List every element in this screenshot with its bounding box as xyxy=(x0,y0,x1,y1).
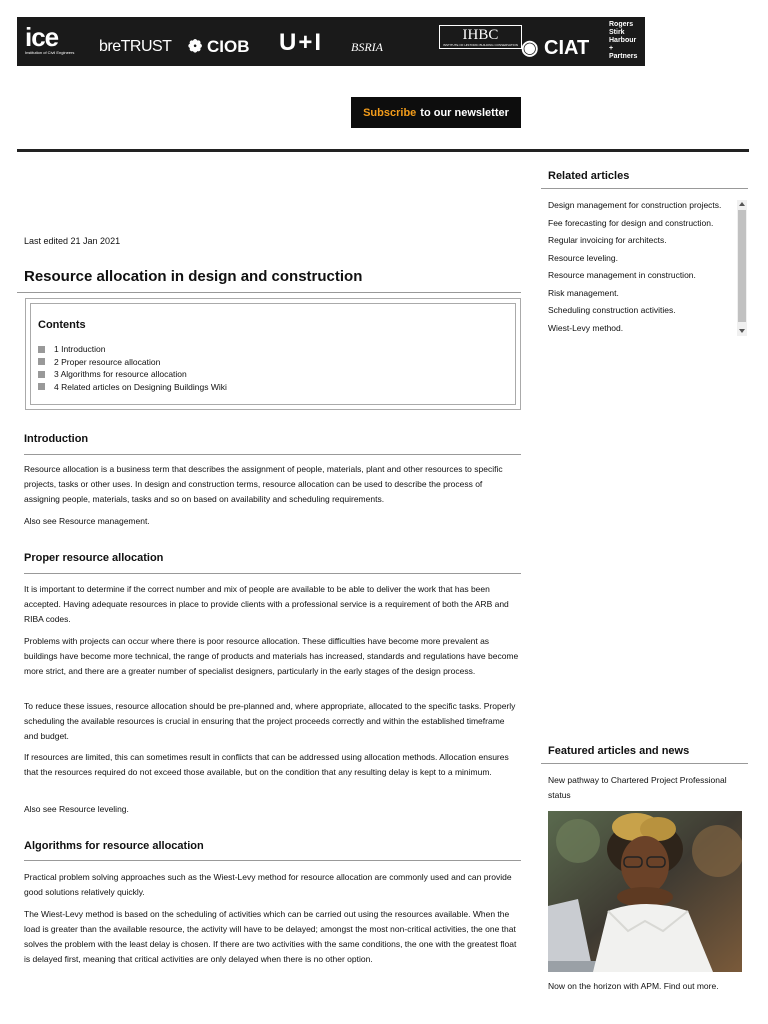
bsria-logo[interactable]: BSRIA xyxy=(351,40,383,54)
title-divider xyxy=(17,292,521,293)
ihbc-logo-text: IHBC xyxy=(462,27,499,43)
rogers-stirk-harbour-logo[interactable]: Rogers Stirk Harbour + Partners xyxy=(609,21,638,60)
proper-paragraph-3: To reduce these issues, resource allocation should be pre-planned and, where appropriate, allocated to the specific tasks. Properly scheduling the available resources is crucial in ensuring that the project proceeds correctly and within the established timeframe and budget. xyxy=(24,701,516,741)
related-article-link[interactable]: Regular invoicing for architects. xyxy=(548,235,667,245)
ihbc-logo[interactable] xyxy=(439,25,522,49)
toc-item-label: 2 Proper resource allocation xyxy=(54,356,161,367)
featured-heading: Featured articles and news xyxy=(548,745,690,757)
header-divider xyxy=(17,149,749,152)
ihbc-logo-subtitle: INSTITUTE OF HISTORIC BUILDING CONSERVATION xyxy=(443,43,518,47)
toc-title: Contents xyxy=(38,319,86,331)
featured-article-image[interactable] xyxy=(548,811,742,972)
toc-bullet-icon xyxy=(38,346,45,353)
section-heading-proper-resource-allocation: Proper resource allocation xyxy=(24,552,164,564)
toc-item-label: 4 Related articles on Designing Buildings Wiki xyxy=(54,381,227,392)
featured-caption-link[interactable]: Now on the horizon with APM. Find out more. xyxy=(548,981,719,991)
section-divider xyxy=(24,454,521,455)
algorithms-paragraph-1: Practical problem solving approaches such as the Wiest-Levy method for resource allocation are commonly used and can provide good solutions relatively quickly. xyxy=(24,872,512,897)
page-title: Resource allocation in design and construction xyxy=(24,268,363,285)
related-article-link[interactable]: Fee forecasting for design and construction. xyxy=(548,217,714,228)
proper-paragraph-4: If resources are limited, this can sometimes result in conflicts that can be addressed using allocation methods. Allocation ensures that the resources required do not exceed those available, but on the condition that any resulting delay is kept to a minimum. xyxy=(24,752,509,777)
section-divider xyxy=(24,573,521,574)
toc-bullet-icon xyxy=(38,371,45,378)
table-of-contents xyxy=(25,298,521,410)
toc-inner xyxy=(30,303,516,405)
toc-list xyxy=(38,343,227,393)
ciat-logo[interactable]: ◉ CIAT xyxy=(521,37,590,59)
related-article-link[interactable]: Wiest-Levy method. xyxy=(548,322,624,333)
algorithms-paragraph-2: The Wiest-Levy method is based on the scheduling of activities which can be carried out using the resources available. When the load is greater than the available resource, the activity will have to be delayed; amongst the most non-critical activities, the one that solves the problem with the least delay is chosen. If there are two activities with the same conditions, the one with the greatest float is delayed first, meaning that critical activities are only delayed when there is no other option. xyxy=(24,909,517,964)
related-article-link[interactable]: Resource leveling. xyxy=(548,252,618,263)
proper-paragraph-1: It is important to determine if the correct number and mix of people are available to be able to deliver the work that has been accepted. Having adequate resources in place to provide clients with a professional service is a requirement of both the ARB and RIBA codes. xyxy=(24,584,509,624)
toc-bullet-icon xyxy=(38,383,45,390)
toc-item-algorithms[interactable] xyxy=(38,368,227,381)
last-edited: Last edited 21 Jan 2021 xyxy=(24,236,121,246)
related-articles-list xyxy=(548,197,736,337)
ice-logo-text: ice xyxy=(25,22,59,52)
scroll-up-arrow-icon[interactable] xyxy=(739,202,745,206)
intro-see-also[interactable]: Also see Resource management. xyxy=(24,516,150,526)
subscribe-rest-text: to our newsletter xyxy=(420,106,509,119)
subscribe-accent-text: Subscribe xyxy=(363,106,417,119)
scroll-down-arrow-icon[interactable] xyxy=(739,329,745,333)
ciat-logo-text: CIAT xyxy=(544,37,590,59)
featured-article-link[interactable]: New pathway to Chartered Project Professional status xyxy=(548,775,727,800)
featured-photo xyxy=(548,811,742,972)
toc-item-label: 1 Introduction xyxy=(54,344,106,355)
related-article-link[interactable]: Scheduling construction activities. xyxy=(548,305,676,315)
intro-paragraph-1: Resource allocation is a business term that describes the assignment of people, materials, plant and other resources to specific projects, tasks or other uses. In design and construction terms, resource allocation can be used to describe the process of assigning people, materials, tasks and so on based on availability and scheduling requirements. xyxy=(24,464,503,504)
ice-logo-subtitle: Institution of Civil Engineers xyxy=(25,50,75,55)
toc-item-related-articles[interactable] xyxy=(38,381,227,394)
related-article-link[interactable]: Design management for construction projects. xyxy=(548,200,722,210)
u-and-i-logo[interactable]: U+I xyxy=(279,29,324,56)
toc-item-proper-resource-allocation[interactable] xyxy=(38,356,227,369)
proper-paragraph-2: Problems with projects can occur where there is poor resource allocation. These difficulties have become more prevalent as buildings have become more technical, the range of products and materials has increased, standards and regulations have become more strict, and there are a greater number of specialist designers, particularly in the early stages of the design process. xyxy=(24,636,519,676)
featured-divider xyxy=(541,763,748,764)
ciob-logo[interactable]: ❁ CIOB xyxy=(188,37,250,56)
toc-item-label: 3 Algorithms for resource allocation xyxy=(54,369,187,380)
ciob-logo-text: CIOB xyxy=(206,37,250,56)
proper-see-also[interactable]: Also see Resource leveling. xyxy=(24,804,129,814)
ice-logo[interactable] xyxy=(25,22,75,55)
section-divider xyxy=(24,860,521,861)
related-articles-divider xyxy=(541,188,748,189)
related-articles-heading: Related articles xyxy=(548,170,630,182)
related-article-link[interactable]: Risk management. xyxy=(548,287,619,298)
scrollbar-thumb[interactable] xyxy=(738,210,746,322)
section-heading-introduction: Introduction xyxy=(24,433,89,445)
partner-banner xyxy=(17,17,645,66)
toc-item-introduction[interactable] xyxy=(38,343,227,356)
toc-bullet-icon xyxy=(38,358,45,365)
section-heading-algorithms: Algorithms for resource allocation xyxy=(24,840,204,852)
related-articles-scrollbar[interactable] xyxy=(737,200,747,336)
subscribe-newsletter-button[interactable] xyxy=(351,97,521,128)
related-article-link[interactable]: Resource management in construction. xyxy=(548,270,696,280)
bretrust-logo[interactable]: breTRUST xyxy=(99,38,172,55)
